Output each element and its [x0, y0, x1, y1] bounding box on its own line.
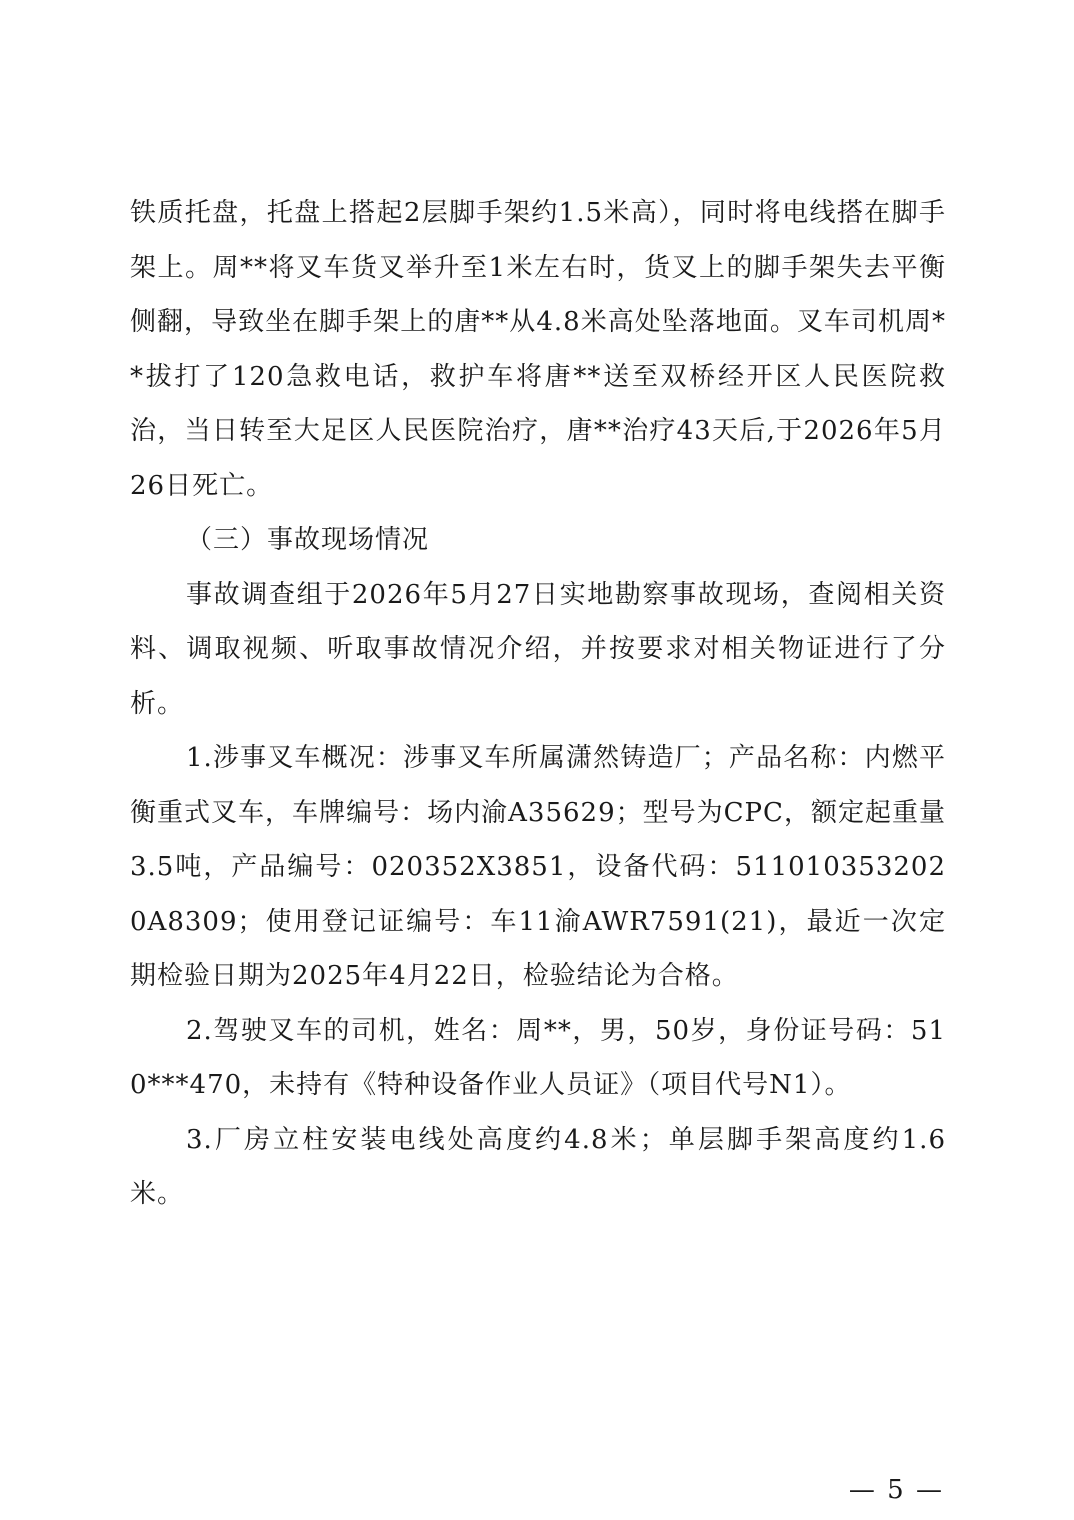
paragraph-driver-info: 2.驾驶叉车的司机，姓名：周**，男，50岁，身份证号码：510***470，未持有《特种设备作业人员证》（项目代号N1）。	[130, 1015, 946, 1100]
page-number: — 5 —	[848, 1475, 944, 1505]
paragraph-accident-process: 铁质托盘，托盘上搭起2层脚手架约1.5米高），同时将电线搭在脚手架上。周**将叉车货叉举升至1米左右时，货叉上的脚手架失去平衡侧翻，导致坐在脚手架上的唐**从4.8米高处坠落地面。叉车司机周**拔打了120急救电话，救护车将唐**送至双桥经开区人民医院救治，当日转至大足区人民医院治疗，唐**治疗43天后,于2026年5月26日死亡。	[130, 198, 946, 501]
section-heading: （三）事故现场情况	[186, 525, 430, 555]
document-body	[130, 186, 946, 1222]
paragraph-height-info: 3.厂房立柱安装电线处高度约4.8米；单层脚手架高度约1.6米。	[130, 1124, 946, 1209]
paragraph-investigation: 事故调查组于2026年5月27日实地勘察事故现场，查阅相关资料、调取视频、听取事故情况介绍，并按要求对相关物证进行了分析。	[130, 579, 946, 719]
paragraph-forklift-overview: 1.涉事叉车概况：涉事叉车所属潇然铸造厂；产品名称：内燃平衡重式叉车，车牌编号：场内渝A35629；型号为CPC，额定起重量3.5吨，产品编号：020352X3851，设备代码：5110103532020A8309；使用登记证编号：车11渝AWR7591(21)，最近一次定期检验日期为2025年4月22日，检验结论为合格。	[130, 743, 946, 991]
